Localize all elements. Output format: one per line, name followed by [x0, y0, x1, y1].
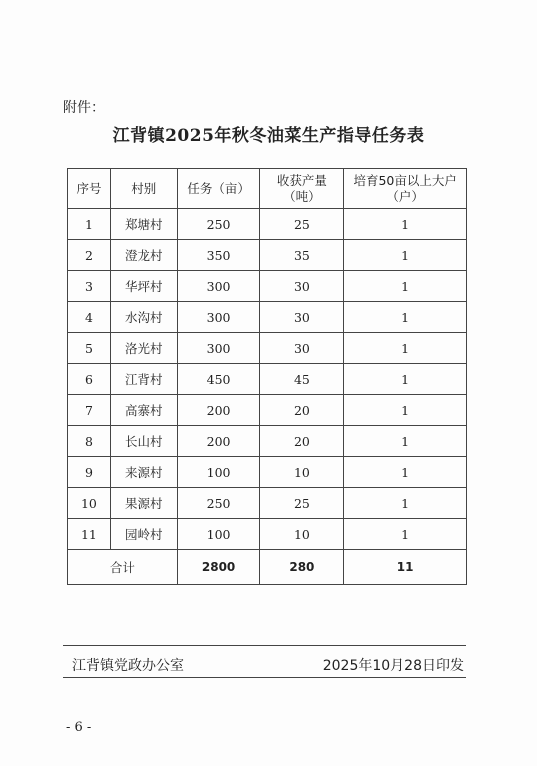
total-yield: 280 [260, 550, 344, 585]
cell-yield: 10 [260, 519, 344, 550]
issue-date: 2025年10月28日印发 [322, 658, 464, 674]
cell-task: 100 [177, 519, 260, 550]
cell-households: 1 [344, 209, 467, 240]
header-task: 任务（亩） [177, 169, 260, 209]
issuer-name: 江背镇党政办公室 [72, 658, 184, 674]
cell-task: 200 [177, 395, 260, 426]
table-row [68, 333, 467, 364]
cell-households: 1 [344, 426, 467, 457]
page-number: - 6 - [66, 720, 92, 735]
cell-village: 果源村 [110, 488, 177, 519]
cell-index: 8 [68, 426, 111, 457]
header-households: 培育50亩以上大户 （户） [344, 169, 467, 209]
cell-village: 长山村 [110, 426, 177, 457]
cell-task: 250 [177, 488, 260, 519]
table-row [68, 302, 467, 333]
header-village: 村别 [110, 169, 177, 209]
table-row [68, 271, 467, 302]
table-row [68, 209, 467, 240]
cell-households: 1 [344, 457, 467, 488]
table-row [68, 457, 467, 488]
cell-yield: 30 [260, 271, 344, 302]
cell-village: 来源村 [110, 457, 177, 488]
cell-village: 澄龙村 [110, 240, 177, 271]
table-row [68, 364, 467, 395]
cell-households: 1 [344, 240, 467, 271]
cell-households: 1 [344, 271, 467, 302]
table-row [68, 395, 467, 426]
cell-households: 1 [344, 395, 467, 426]
cell-households: 1 [344, 364, 467, 395]
table-header [68, 169, 467, 209]
total-label: 合计 [68, 550, 178, 585]
cell-task: 300 [177, 302, 260, 333]
total-households: 11 [344, 550, 467, 585]
cell-yield: 25 [260, 209, 344, 240]
cell-index: 4 [68, 302, 111, 333]
document-title: 江背镇2025年秋冬油菜生产指导任务表 [112, 126, 425, 146]
footer-top-rule [63, 645, 466, 646]
cell-village: 华坪村 [110, 271, 177, 302]
cell-yield: 10 [260, 457, 344, 488]
cell-households: 1 [344, 333, 467, 364]
cell-village: 高寨村 [110, 395, 177, 426]
header-yield: 收获产量 （吨） [260, 169, 344, 209]
cell-index: 5 [68, 333, 111, 364]
cell-index: 7 [68, 395, 111, 426]
table-row [68, 488, 467, 519]
cell-index: 9 [68, 457, 111, 488]
table-row [68, 519, 467, 550]
task-table [67, 168, 467, 585]
cell-village: 江背村 [110, 364, 177, 395]
cell-task: 100 [177, 457, 260, 488]
cell-task: 450 [177, 364, 260, 395]
cell-task: 250 [177, 209, 260, 240]
cell-index: 10 [68, 488, 111, 519]
cell-task: 300 [177, 333, 260, 364]
cell-village: 洛光村 [110, 333, 177, 364]
footer-bottom-rule [63, 677, 466, 678]
cell-village: 水沟村 [110, 302, 177, 333]
total-task: 2800 [177, 550, 260, 585]
cell-task: 350 [177, 240, 260, 271]
cell-index: 6 [68, 364, 111, 395]
table-total-row [68, 550, 467, 585]
cell-task: 200 [177, 426, 260, 457]
cell-yield: 30 [260, 302, 344, 333]
table-body [68, 209, 467, 550]
cell-households: 1 [344, 488, 467, 519]
cell-yield: 30 [260, 333, 344, 364]
cell-village: 郑塘村 [110, 209, 177, 240]
cell-households: 1 [344, 519, 467, 550]
cell-task: 300 [177, 271, 260, 302]
cell-index: 11 [68, 519, 111, 550]
cell-yield: 20 [260, 395, 344, 426]
attachment-label: 附件： [63, 100, 105, 116]
header-index: 序号 [68, 169, 111, 209]
cell-index: 3 [68, 271, 111, 302]
cell-yield: 35 [260, 240, 344, 271]
table-row [68, 426, 467, 457]
cell-index: 2 [68, 240, 111, 271]
cell-households: 1 [344, 302, 467, 333]
cell-yield: 45 [260, 364, 344, 395]
cell-index: 1 [68, 209, 111, 240]
cell-yield: 20 [260, 426, 344, 457]
cell-village: 园岭村 [110, 519, 177, 550]
cell-yield: 25 [260, 488, 344, 519]
table-row [68, 240, 467, 271]
